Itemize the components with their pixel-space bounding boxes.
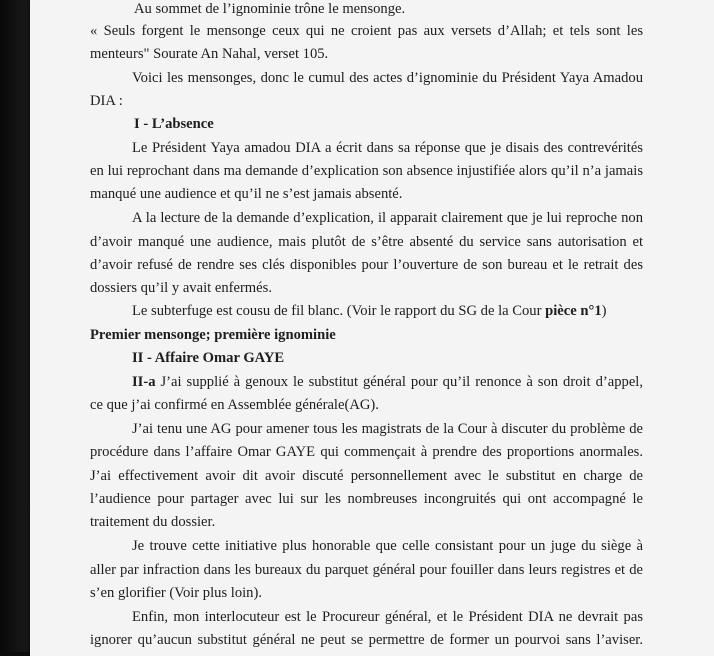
s2-para2-line-4: l’audience pour partager avec lui sur les nombreuses incongruités qui ont accompagné le <box>90 491 643 507</box>
section-1-heading: I - L’absence <box>134 116 214 132</box>
s1-para2-line-1: A la lecture de la demande d’explication, il apparait clairement que je lui reproche non <box>132 210 643 226</box>
quote-line-1: « Seuls forgent le mensonge ceux qui ne croient pas aux versets d’Allah; et tels sont les <box>90 23 643 39</box>
intro-line-1: Voici les mensonges, donc le cumul des actes d’ignominie du Président Yaya Amadou <box>132 70 643 86</box>
s2-para2-line-3: J’ai effectivement avoir dit avoir discuté personnellement avec le substitut en charge de <box>90 468 643 484</box>
s2-para3-line-3: s’en glorifier (Voir plus loin). <box>90 585 262 601</box>
piece-reference: pièce n°1 <box>545 303 602 319</box>
quote-line-2: menteurs" Sourate An Nahal, verset 105. <box>90 46 329 62</box>
s1-para3-end: ) <box>601 303 607 319</box>
s2-para2-line-2: procédure dans l’affaire Omar GAYE qui commençait à prendre des proportions anormales. <box>90 444 643 460</box>
s2a-line-1 <box>132 373 643 391</box>
scanned-page <box>30 0 714 656</box>
s1-para3-text: Le subterfuge est cousu de fil blanc. (Voir le rapport du SG de la Cour <box>132 303 546 319</box>
s2a-label: II-a <box>132 374 156 390</box>
scan-shadow <box>0 0 30 652</box>
s2a-text: J’ai supplié à genoux le substitut général pour qu’il renonce à son droit d’appel, <box>155 374 643 390</box>
s1-para1-line-1: Le Président Yaya amadou DIA a écrit dans sa réponse que je disais des contrevérités <box>132 140 643 156</box>
s1-para1-line-3: manqué une audience et qu’il ne s’est jamais absenté. <box>90 186 403 202</box>
first-lie-label: Premier mensonge; première ignominie <box>90 327 336 343</box>
s2-para3-line-1: Je trouve cette initiative plus honorable que celle consistant pour un juge du siège à <box>132 538 643 554</box>
s1-para2-line-3: d’avoir refusé de rendre ses clés disponibles pour l’ouverture de son bureau et le retrait des <box>90 257 643 273</box>
section-2-heading: II - Affaire Omar GAYE <box>132 350 285 366</box>
s2-para4-line-1: Enfin, mon interlocuteur est le Procureur général, et le Président DIA ne devrait pas <box>132 609 643 625</box>
s2a-line-2: ce que j’ai confirmé en Assemblée générale(AG). <box>90 397 379 413</box>
s1-para3 <box>132 302 607 320</box>
s1-para1-line-2: en lui reprochant dans ma demande d’explication son absence injustifiée alors qu’il n’a jamais <box>90 163 643 179</box>
top-line: Au sommet de l’ignominie trône le mensonge. <box>134 1 406 17</box>
s1-para2-line-4: dossiers qu’il y avait enfermés. <box>90 280 272 296</box>
s2-para4-line-2: ignorer qu’aucun substitut général ne peut se permettre de former un pourvoi sans l’aviser. <box>90 632 643 648</box>
s2-para3-line-2: aller par infraction dans les bureaux du parquet général pour fouiller dans leurs registres et de <box>90 562 643 578</box>
intro-line-2: DIA : <box>90 93 123 109</box>
s1-para2-line-2: d’avoir manqué une audience, mais plutôt de s’être absenté du service sans autorisation et <box>90 234 643 250</box>
s2-para2-line-5: traitement du dossier. <box>90 514 216 530</box>
s2-para2-line-1: J’ai tenu une AG pour amener tous les magistrats de la Cour à discuter du problème de <box>132 421 643 437</box>
